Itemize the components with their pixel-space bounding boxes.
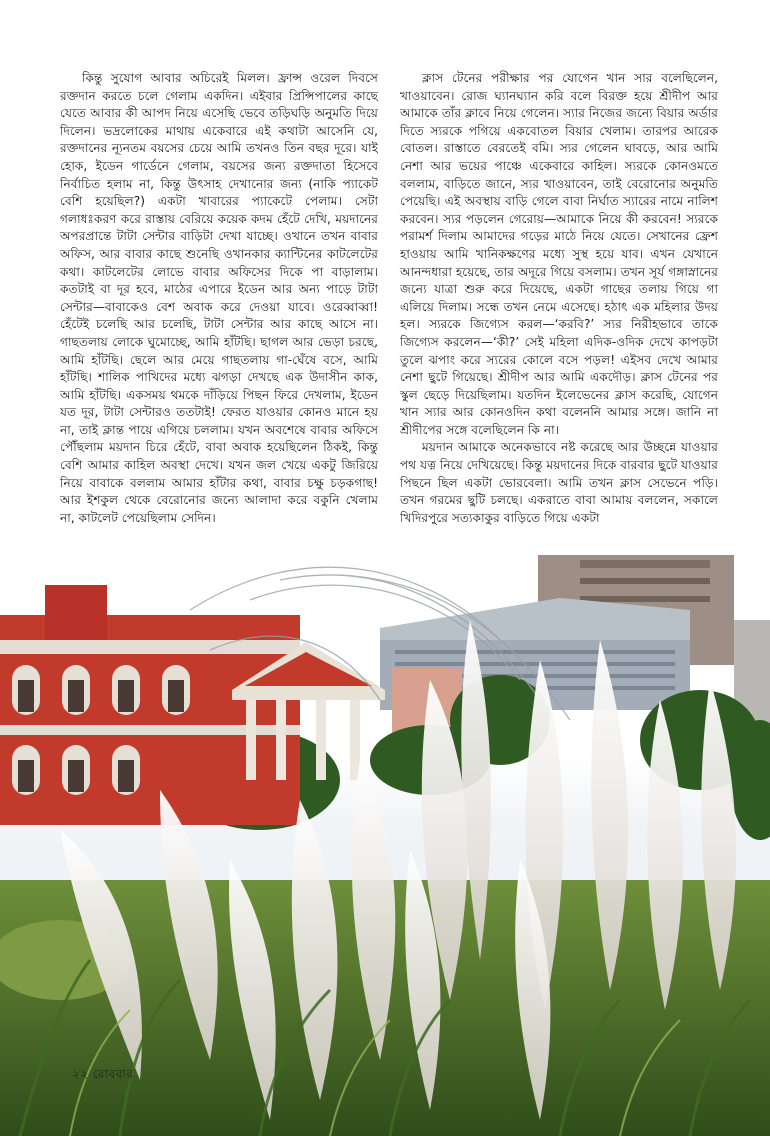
page-folio: ২২ রোববার: [72, 1067, 134, 1081]
article-paragraph: ময়দান আমাকে অনেকভাবে নষ্ট করেছে আর উচ্ছন্নে যাওয়ার পথ যত্ন নিয়ে দেখিয়েছে। কিন্তু ময়দানের দিকে বারবার ছুটে যাওয়ার পিছনে ছিল একটা ভোরবেলা। আমি তখন ক্লাস সেভেনে পড়ি। তখন গরমের ছুটি চলছে। একরাতে বাবা আমায় বললেন, সকালে খিদিরপুরে সত্যকাকুর বাড়িতে গিয়ে একটা: [400, 440, 718, 525]
article-column-left: [60, 70, 378, 527]
article-column-right: [400, 70, 718, 527]
article-paragraph: কিন্তু সুযোগ আবার অচিরেই মিলল। ফ্রান্স ওরেল দিবসে রক্তদান করতে চলে গেলাম একদিন। এইবার প্রিন্সিপালের কাছে যেতে আবার কী আপদ নিয়ে এসেছি ভেবে তড়িঘড়ি অনুমতি দিয়ে দিলেন। ভদ্রলোকের মাথায় একেবারে এই কথাটা আসেনি যে, রক্তদানের ন্যূনতম বয়সের চেয়ে আমি তখনও তিন বছর দূরে। যাই হোক, ইডেন গার্ডেনে গেলাম, বয়সের জন্য রক্তদাতা হিসেবে নির্বাচিত হলাম না, কিন্তু উৎসাহ দেখানোর জন্য (নাকি প্যাকেট বেশি হয়েছিল?) একটা খাবারের প্যাকেটে পেলাম। সেটা গলাধঃকরণ করে রাস্তায় বেরিয়ে কয়েক কদম হেঁটে দেখি, ময়দানের অপরপ্রান্তে টাটা সেন্টার বাড়িটা দেখা যাচ্ছে। ওখানে তখন বাবার অফিস, আর বাবার কাছে শুনেছি ওখানকার ক্যান্টিনের কাটলেটের কথা। কাটলেটের লোভে বাবার অফিসের দিকে পা বাড়ালাম। কতটাই বা দূর হবে, মাঠের এপারে ইডেন আর অন্য পাড়ে টাটা সেন্টার—বাবাকেও বেশ অবাক করে দেওয়া যাবে। ওরেব্বাব্বা! হেঁটেই চলেছি আর চলেছি, টাটা সেন্টার আর কাছে আসে না। গাছতলায় লোকে ঘুমোচ্ছে, আমি হাঁটছি। ছাগল আর ভেড়া চরছে, আমি হাঁটছি। ছেলে আর মেয়ে গাছতলায় গা-ঘেঁষে বসে, আমি হাঁটছি। শালিক পাখিদের মধ্যে ঝগড়া দেখছে এক উদাসীন কাক, আমি হাঁটছি। একসময় থমকে দাঁড়িয়ে পিছন ফিরে দেখলাম, ইডেন যত দূর, টাটা সেন্টারও ততটাই! ফেরত যাওয়ার কোনও মানে হয় না, তাই ক্লান্ত পায়ে এগিয়ে চললাম। যখন অবশেষে বাবার অফিসে পৌঁছলাম ময়দান চিরে হেঁটে, বাবা অবাক হয়েছিলেন ঠিকই, কিন্তু বেশি আমার কাহিল অবস্থা দেখে। যখন জল খেয়ে একটু জিরিয়ে নিয়ে বাবাকে বললাম আমার হাঁটার কথা, বাবার চক্ষু চড়কগাছ! আর ইশকুল থেকে বেরোনোর জন্যে আলাদা করে বকুনি খেলাম না, কাটলেট পেয়েছিলাম সেদিন।: [60, 71, 378, 525]
article-paragraph: ক্লাস টেনের পরীক্ষার পর যোগেন খান সার বলেছিলেন, খাওয়াবেন। রোজ ঘ্যানঘ্যান করি বলে বিরক্ত হয়ে শ্রীদীপ আর আমাকে তাঁর ক্লাবে নিয়ে গেলেন। স্যার নিজের জন্যে বিয়ার অর্ডার দিতে স্যরকে পগিয়ে একবোতল বিয়ার খেলাম। তারপর আরেক বোতল। রাস্তাতে বেরতেই বমি। স্যর গেলেন ঘাবড়ে, আর আমি নেশা আর ভয়ের পাঞ্চে একেবারে কাহিল। স্যরকে কোনওমতে বললাম, বাড়িতে জানে, স্যর খাওয়াবেন, তাই বেরোনোর অনুমতি পেয়েছি। এই অবস্থায় বাড়ি গেলে বাবা নির্ঘাত স্যারের নামে নালিশ করবেন। স্যর পড়লেন গেরোয়—আমাকে নিয়ে কী করবেন! স্যরকে পরামর্শ দিলাম আমাদের গড়ের মাঠে নিয়ে যেতে। সেখানের ফ্রেশ হাওয়ায় আমি খানিকক্ষণের মধ্যে সুস্থ হয়ে যাব। এখন যেখানে আনন্দধারা হয়েছে, তার অদূরে গিয়ে বসলাম। তখন সূর্য গঙ্গাস্নানের জন্যে যাত্রা শুরু করে দিয়েছে, একটা গাছের তলায় গিয়ে গা এলিয়ে দিলাম। সন্ধে তখন নেমে এসেছে। হঠাৎ এক মহিলার উদয় হল। স্যরকে জিগ্যেস করল—‘করবি?’ স্যর নিরীহভাবে তাকে জিগ্যেস করলেন—‘কী?’ সেই মহিলা এদিক-ওদিক দেখে কাপড়টা তুলে ঝপাং করে স্যরের কোলে বসে পড়ল! এইসব দেখে আমার নেশা ছুটে গিয়েছে। শ্রীদীপ আর আমি একদৌড়। ক্লাস টেনের পর স্কুল ছেড়ে দিয়েছিলাম। যতদিন ইলেভেনের ক্লাস করেছি, যোগেন খান স্যার আর কোনওদিন কথা বলেননি আমার সঙ্গে। জানি না শ্রীদীপের সঙ্গে বলেছিলেন কি না।: [400, 71, 718, 437]
